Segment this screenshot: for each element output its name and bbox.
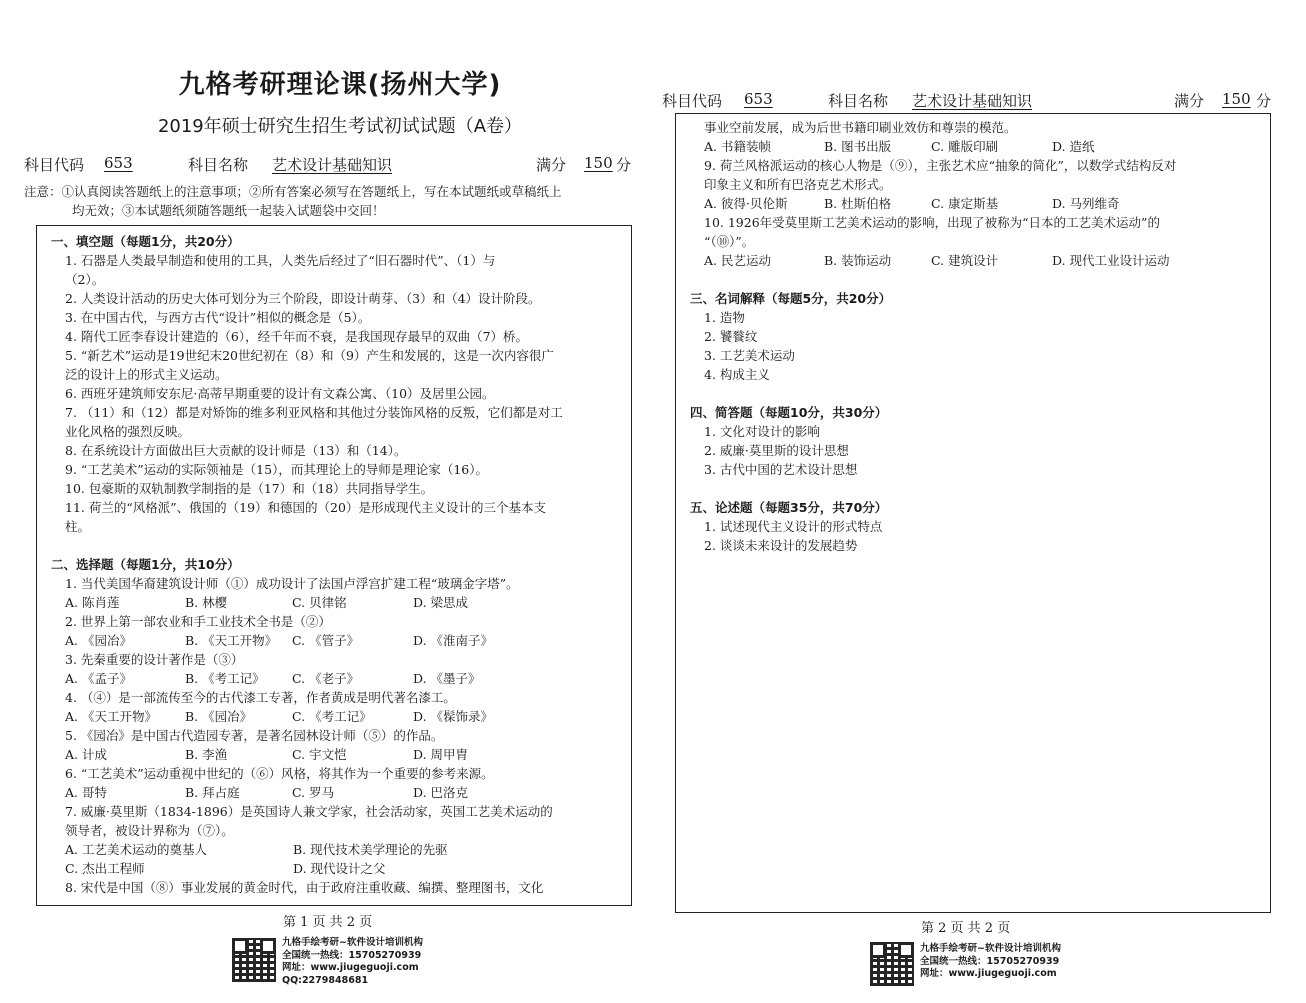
option-item: C. 雕版印刷 <box>931 139 999 154</box>
section-heading: 五、论述题（每题35分，共70分） <box>690 500 888 515</box>
question-line: 泛的设计上的形式主义运动。 <box>65 367 228 382</box>
subject-name-label: 科目名称 <box>188 156 249 174</box>
question-line: 4. 隋代工匠李春设计建造的（6），经千年而不衰，是我国现存最早的双曲（7）桥。 <box>65 329 529 344</box>
option-item: B. 《园冶》 <box>185 709 253 724</box>
full-score-label: 满分 <box>536 156 567 174</box>
question-line: “（⑩）”。 <box>704 234 755 249</box>
full-score-label-2: 满分 <box>1174 92 1205 110</box>
option-item: A. 《天工开物》 <box>65 709 157 724</box>
qr-code-icon <box>870 942 914 986</box>
promo-info-page1 <box>282 937 423 987</box>
question-line: 10. 1926年受莫里斯工艺美术运动的影响，出现了被称为“日本的工艺美术运动”的 <box>704 215 1160 230</box>
question-line: 业化风格的强烈反映。 <box>65 424 191 439</box>
option-item: D. 《淮南子》 <box>413 633 494 648</box>
option-item: A. 彼得·贝伦斯 <box>704 196 788 211</box>
option-item: A. 《孟子》 <box>65 671 132 686</box>
question-line: 8. 在系统设计方面做出巨大贡献的设计师是（13）和（14）。 <box>65 443 407 458</box>
notice-line: 均无效；③本试题纸须随答题纸一起装入试题袋中交回！ <box>72 203 385 218</box>
promo-info-page2 <box>920 943 1061 981</box>
question-line: 印象主义和所有巴洛克艺术形式。 <box>704 177 892 192</box>
question-line: 7. 威廉·莫里斯（1834-1896）是英国诗人兼文学家，社会活动家，英国工艺美术运动的 <box>65 804 553 819</box>
question-line: 4. （④）是一部流传至今的古代漆工专著，作者黄成是明代著名漆工。 <box>65 690 456 705</box>
question-line: 5. 《园冶》是中国古代造园专著，是著名园林设计师（⑤）的作品。 <box>65 728 444 743</box>
option-row <box>704 194 1202 213</box>
spacer <box>704 384 1202 403</box>
option-row <box>65 631 563 650</box>
question-line: 1. 造物 <box>704 310 745 325</box>
question-box-page1 <box>36 225 632 906</box>
question-line: 7. （11）和（12）都是对矫饰的维多利亚风格和其他过分装饰风格的反叛，它们都是对工 <box>65 405 563 420</box>
page-number-1: 第 1 页 共 2 页 <box>283 915 373 930</box>
option-item: B. 装饰运动 <box>824 253 892 268</box>
option-item: A. 书籍装帧 <box>704 139 771 154</box>
promo-line: 全国统一热线：15705270939 <box>920 955 1060 967</box>
promo-line: 全国统一热线：15705270939 <box>282 949 422 961</box>
option-item: C. 康定斯基 <box>931 196 999 211</box>
option-row <box>65 593 563 612</box>
option-item: C. 宇文恺 <box>292 747 347 762</box>
full-score-value: 150 <box>584 154 613 172</box>
option-item: B. 现代技术美学理论的先驱 <box>293 842 448 857</box>
question-line: 8. 宋代是中国（⑧）事业发展的黄金时代，由于政府注重收藏、编撰、整理图书，文化 <box>65 880 544 895</box>
option-item: B. 《天工开物》 <box>185 633 278 648</box>
option-item: C. 贝律铭 <box>292 595 347 610</box>
option-item: D. 马列维奇 <box>1052 196 1120 211</box>
question-line: 3. 先秦重要的设计著作是（③） <box>65 652 244 667</box>
spacer <box>704 270 1202 289</box>
option-item: B. 拜占庭 <box>185 785 240 800</box>
question-line: 1. 石器是人类最早制造和使用的工具，人类先后经过了“旧石器时代”、（1）与 <box>65 253 496 268</box>
section-heading: 四、简答题（每题10分，共30分） <box>690 405 888 420</box>
option-item: D. 现代设计之父 <box>293 861 386 876</box>
option-item: C. 罗马 <box>292 785 335 800</box>
promo-line: 网址：www.jiugeguoji.com <box>282 962 419 973</box>
full-score-unit: 分 <box>616 156 632 174</box>
option-row <box>65 669 563 688</box>
page-number-2: 第 2 页 共 2 页 <box>921 921 1011 936</box>
option-item: C. 《管子》 <box>292 633 360 648</box>
section-heading: 三、名词解释（每题5分，共20分） <box>690 291 892 306</box>
notice-line: 注意：①认真阅读答题纸上的注意事项；②所有答案必须写在答题纸上，写在本试题纸或草稿纸上 <box>24 184 562 199</box>
option-row <box>704 251 1202 270</box>
option-item: B. 林樱 <box>185 595 228 610</box>
question-line: 2. 谈谈未来设计的发展趋势 <box>704 538 858 553</box>
option-row <box>65 783 563 802</box>
question-line: 5. “新艺术”运动是19世纪末20世纪初在（8）和（9）产生和发展的，这是一次内容很广 <box>65 348 554 363</box>
question-list-page2 <box>690 118 1202 555</box>
question-line: 1. 试述现代主义设计的形式特点 <box>704 519 883 534</box>
promo-line: 网址：www.jiugeguoji.com <box>920 968 1057 979</box>
question-line: 6. 西班牙建筑师安东尼·高蒂早期重要的设计有文森公寓、（10）及居里公园。 <box>65 386 495 401</box>
question-line: 11. 荷兰的“风格派”、俄国的（19）和德国的（20）是形成现代主义设计的三个基本支 <box>65 500 546 515</box>
subject-code-value-2: 653 <box>744 90 773 108</box>
option-item: A. 计成 <box>65 747 107 762</box>
option-item: D. 《髹饰录》 <box>413 709 494 724</box>
option-item: D. 现代工业设计运动 <box>1052 253 1170 268</box>
exam-title: 2019年硕士研究生招生考试初试试题（A卷） <box>157 116 523 137</box>
subject-code-label-2: 科目代码 <box>662 92 723 110</box>
qr-code-icon <box>232 938 276 982</box>
question-line: 2. 威廉·莫里斯的设计思想 <box>704 443 849 458</box>
section-heading: 二、选择题（每题1分，共10分） <box>51 557 240 572</box>
subject-name-label-2: 科目名称 <box>828 92 889 110</box>
subject-name-value: 艺术设计基础知识 <box>272 156 393 174</box>
option-item: B. 杜斯伯格 <box>824 196 892 211</box>
question-line: 2. 人类设计活动的历史大体可划分为三个阶段，即设计萌芽、（3）和（4）设计阶段。 <box>65 291 541 306</box>
option-item: A. 《园冶》 <box>65 633 132 648</box>
full-score-unit-2: 分 <box>1256 92 1272 110</box>
option-item: A. 哥特 <box>65 785 107 800</box>
option-item: C. 《老子》 <box>292 671 360 686</box>
question-line: 3. 工艺美术运动 <box>704 348 795 363</box>
question-line: （2）。 <box>65 272 105 287</box>
question-line: 3. 古代中国的艺术设计思想 <box>704 462 858 477</box>
promo-line: 九格手绘考研~软件设计培训机构 <box>282 937 423 948</box>
question-line: 2. 饕餮纹 <box>704 329 758 344</box>
option-item: B. 图书出版 <box>824 139 892 154</box>
question-line: 9. 荷兰风格派运动的核心人物是（⑨），主张艺术应“抽象的简化”，以数学式结构反对 <box>704 158 1177 173</box>
exam-notice <box>24 182 636 220</box>
option-item: B. 李渔 <box>185 747 228 762</box>
option-item: C. 《考工记》 <box>292 709 372 724</box>
promo-line: QQ:2279848681 <box>282 974 369 986</box>
exam-source-title: 九格考研理论课(扬州大学) <box>178 70 502 100</box>
promo-line: 九格手绘考研~软件设计培训机构 <box>920 943 1061 954</box>
option-item: D. 巴洛克 <box>413 785 469 800</box>
question-line: 领导者，被设计界称为（⑦）。 <box>65 823 234 838</box>
subject-code-value: 653 <box>104 154 133 172</box>
question-line: 3. 在中国古代，与西方古代“设计”相似的概念是（5）。 <box>65 310 371 325</box>
option-item: D. 周甲胄 <box>413 747 469 762</box>
question-line: 10. 包豪斯的双轨制教学制指的是（17）和（18）共同指导学生。 <box>65 481 434 496</box>
option-row <box>704 137 1202 156</box>
option-item: D. 梁思成 <box>413 595 469 610</box>
section-heading: 一、填空题（每题1分，共20分） <box>51 234 240 249</box>
spacer <box>704 479 1202 498</box>
option-item: D. 《墨子》 <box>413 671 481 686</box>
question-line: 1. 文化对设计的影响 <box>704 424 820 439</box>
option-item: C. 建筑设计 <box>931 253 999 268</box>
question-line: 9. “工艺美术”运动的实际领袖是（15），而其理论上的导师是理论家（16）。 <box>65 462 488 477</box>
option-row <box>65 745 563 764</box>
option-item: D. 造纸 <box>1052 139 1095 154</box>
option-row <box>65 840 563 859</box>
question-box-page2 <box>675 113 1271 913</box>
question-line: 2. 世界上第一部农业和手工业技术全书是（②） <box>65 614 331 629</box>
question-line: 事业空前发展，成为后世书籍印刷业效仿和尊崇的模范。 <box>704 120 1017 135</box>
question-list-page1 <box>51 232 563 897</box>
option-item: B. 《考工记》 <box>185 671 265 686</box>
question-line: 4. 构成主义 <box>704 367 770 382</box>
option-row <box>65 859 563 878</box>
option-item: A. 陈肖莲 <box>65 595 120 610</box>
question-line: 6. “工艺美术”运动重视中世纪的（⑥）风格，将其作为一个重要的参考来源。 <box>65 766 494 781</box>
option-item: C. 杰出工程师 <box>65 861 145 876</box>
subject-name-value-2: 艺术设计基础知识 <box>912 92 1033 110</box>
option-item: A. 工艺美术运动的奠基人 <box>65 842 207 857</box>
question-line: 柱。 <box>65 519 91 534</box>
option-item: A. 民艺运动 <box>704 253 771 268</box>
full-score-value-2: 150 <box>1222 90 1251 108</box>
option-row <box>65 707 563 726</box>
subject-code-label: 科目代码 <box>24 156 85 174</box>
question-line: 1. 当代美国华裔建筑设计师（①）成功设计了法国卢浮宫扩建工程“玻璃金字塔”。 <box>65 576 519 591</box>
spacer <box>65 536 563 555</box>
